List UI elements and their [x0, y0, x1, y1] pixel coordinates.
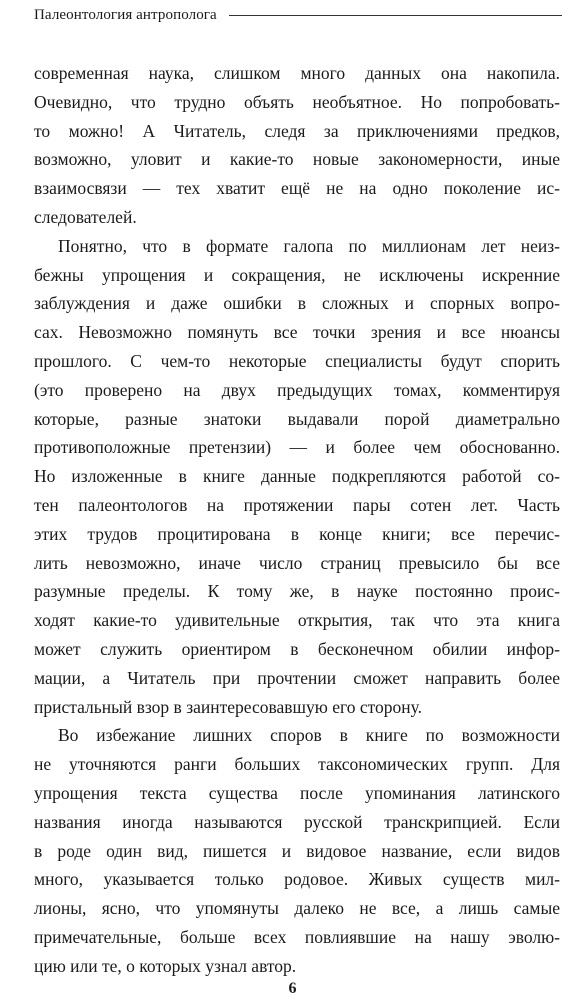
text-line: следователей.: [34, 206, 137, 227]
text-line: сах. Невозможно помянуть все точки зрения и все нюансы: [34, 322, 560, 343]
text-line: может служить ориентиром в бесконечном обилии инфор-: [34, 638, 560, 659]
text-line: пристальный взор в заинтересовавшую его сторону.: [34, 696, 423, 717]
text-line: взаимосвязи — тех хватит ещё не на одно поколение ис-: [34, 178, 560, 199]
text-line: тен палеонтологов на протяжении пары сотен лет. Часть: [34, 494, 560, 515]
text-line: в роде один вид, пишется и видовое название, если видов: [34, 840, 560, 861]
text-line: примечательные, больше всех повлиявшие на нашу эволю-: [34, 926, 560, 947]
text-line: то можно! А Читатель, следя за приключениями предков,: [34, 120, 560, 141]
running-header: [34, 4, 562, 26]
text-line: современная наука, слишком много данных она накопила.: [34, 63, 560, 83]
header-rule: [229, 15, 562, 16]
text-line: Во избежание лишних споров в книге по возможности: [58, 725, 560, 746]
text-line: цию или те, о которых узнал автор.: [34, 955, 297, 976]
text-line: ходят какие-то удивительные открытия, так что эта книга: [34, 610, 560, 631]
text-line: лить невозможно, иначе число страниц превысило бы все: [34, 552, 560, 573]
text-line: прошлого. С чем-то некоторые специалисты будут спорить: [34, 350, 560, 371]
paragraph-2: [34, 232, 560, 722]
page-number: 6: [288, 980, 297, 997]
text-line: заблуждения и даже ошибки в сложных и спорных вопро-: [34, 293, 560, 314]
paragraph-1: [34, 59, 560, 232]
text-line: (это проверено на двух предыдущих томах, комментируя: [34, 379, 560, 400]
text-line: противоположные претензии) — и более чем обоснованно.: [34, 437, 560, 458]
text-line: возможно, уловит и какие-то новые закономерности, иные: [34, 149, 560, 170]
body-text: [34, 59, 560, 981]
text-line: Понятно, что в формате галопа по миллионам лет неиз-: [58, 235, 560, 256]
paragraph-3: [34, 721, 560, 980]
text-line: упрощения текста существа после упоминания латинского: [34, 782, 560, 803]
text-line: которые, разные знатоки выдавали порой диаметрально: [34, 408, 560, 429]
text-line: разумные пределы. К тому же, в науке постоянно проис-: [34, 581, 560, 602]
text-line: этих трудов процитирована в конце книги; все перечис-: [34, 523, 560, 544]
text-line: бежны упрощения и сокращения, не исключены искренние: [34, 264, 560, 285]
text-line: Но изложенные в книге данные подкрепляются работой со-: [34, 466, 560, 487]
text-line: не уточняются ранги больших таксономических групп. Для: [34, 754, 560, 775]
text-line: лионы, ясно, что упомянуты далеко не все, а лишь самые: [34, 898, 560, 919]
text-line: много, указывается только родовое. Живых существ мил-: [34, 869, 560, 890]
running-header-title: Палеонтология антрополога: [34, 7, 217, 23]
text-line: Очевидно, что трудно объять необъятное. Но попробовать-: [34, 91, 560, 112]
text-line: мации, а Читатель при прочтении сможет направить более: [34, 667, 560, 688]
text-line: названия иногда называются русской транскрипцией. Если: [34, 811, 560, 832]
